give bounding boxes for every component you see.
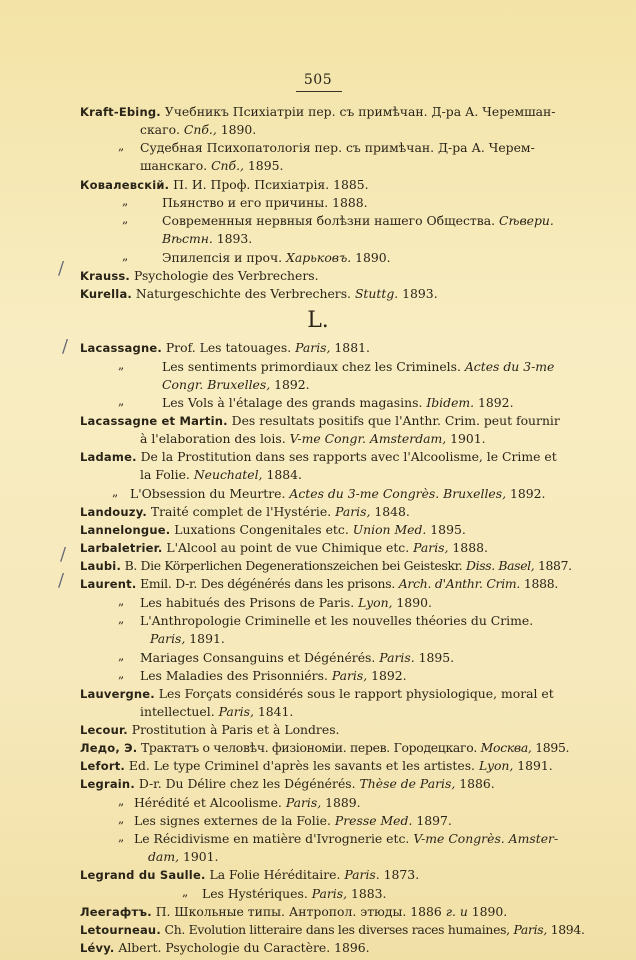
entry-place: Paris, [150, 631, 186, 646]
ditto-mark: „ [118, 830, 125, 844]
entry-year: 1890. [467, 904, 508, 919]
entry-year: 1890. [392, 595, 432, 610]
entry-text: Les habitués des Prisons de Paris. [140, 595, 359, 610]
entry-author: Letourneau. [80, 923, 161, 937]
entry-text: intellectuel. [140, 704, 219, 719]
margin-mark: / [58, 570, 65, 591]
entry-text: Hérédité et Alcoolisme. [134, 795, 286, 810]
entry-place: Lyon, [478, 758, 514, 773]
entry-line [140, 595, 432, 611]
entry-text: Psychologie des Verbrechers. [130, 268, 319, 283]
entry-text: П. Школьные типы. Антропол. этюды. 1886 [151, 904, 446, 919]
entry-year: 1848. [370, 504, 410, 519]
ditto-mark: „ [122, 249, 129, 263]
entry-text: Les Vols à l'étalage des grands magasins. [162, 395, 427, 410]
margin-mark: / [58, 258, 65, 279]
entry-text: Ed. Le type Criminel d'après les savants et les artistes. [124, 758, 479, 773]
entry-year: 1873. [379, 867, 420, 882]
entry-line [162, 231, 252, 247]
entry-line [140, 650, 454, 666]
entry-line [134, 813, 452, 829]
entry-line [150, 631, 225, 647]
entry-line [80, 268, 319, 284]
entry-line [80, 722, 340, 738]
entry-text: Le Récidivisme en matière d'Ivrognerie etc. [134, 831, 414, 846]
ditto-mark: „ [122, 212, 129, 226]
entry-line [162, 377, 310, 393]
entry-line [140, 704, 293, 720]
entry-line [80, 104, 555, 120]
entry-source: Union Med. [352, 522, 427, 537]
entry-year: 1895. [426, 522, 466, 537]
entry-year: 1891. [185, 631, 225, 646]
entry-line [80, 740, 569, 756]
entry-author: Ковалевскій. [80, 178, 170, 192]
entry-year: 1901. [179, 849, 219, 864]
entry-text: скаго. [140, 122, 184, 137]
entry-line [80, 340, 370, 356]
entry-text: Les sentiments primordiaux chez les Criminels. [162, 359, 465, 374]
entry-author: Lannelongue. [80, 523, 171, 537]
entry-place: Paris, [295, 340, 331, 355]
entry-year: 1892. [270, 377, 310, 392]
entry-author: Lacassagne et Martin. [80, 414, 228, 428]
entry-text: La Folie Héréditaire. [205, 867, 345, 882]
entry-source: V-me Congrès. Amster- [413, 831, 559, 846]
entry-year: 1894. [547, 922, 585, 937]
entry-line [130, 486, 545, 502]
entry-author: Kraft-Ebing. [80, 105, 161, 119]
entry-year: 1884. [262, 467, 302, 482]
entry-line [140, 613, 533, 629]
entry-text: шанскаго. [140, 158, 212, 173]
ditto-mark: „ [118, 794, 125, 808]
margin-mark: / [62, 336, 69, 357]
entry-line [140, 140, 535, 156]
entry-source: Вѣстн. [162, 231, 213, 246]
entry-place: Stuttg. [354, 286, 399, 301]
entry-text: à l'elaboration des lois. [140, 431, 290, 446]
entry-year: 1892. [474, 395, 514, 410]
entry-source: Arch. d'Anthr. Crim. [398, 576, 521, 591]
entry-author: Laurent. [80, 577, 137, 591]
entry-year: 1892. [367, 668, 407, 683]
entry-line [140, 668, 407, 684]
entry-text: L'Anthropologie Criminelle et les nouvelles théories du Crime. [140, 613, 534, 628]
entry-place: Paris, [285, 795, 322, 810]
entry-year: 1895. [243, 158, 284, 173]
entry-line [80, 904, 507, 920]
entry-text: Luxations Congenitales etc. [170, 522, 353, 537]
entry-text: la Folie. [140, 467, 194, 482]
entry-text: Albert. Psychologie du Caractère. 1896. [114, 940, 370, 955]
entry-text: Traité complet de l'Hystérie. [146, 504, 336, 519]
entry-author: Lecour. [80, 723, 128, 737]
entry-line [162, 359, 554, 375]
page-number-rule [296, 91, 342, 92]
entry-text: Mariages Consanguins et Dégénérés. [140, 650, 380, 665]
entry-place: Lyon, [358, 595, 393, 610]
entry-line [80, 922, 585, 938]
entry-source: Ibidem. [426, 395, 475, 410]
entry-author: Lefort. [80, 759, 125, 773]
entry-place: Paris, [311, 886, 348, 901]
entry-place: Paris, [335, 504, 371, 519]
ditto-mark: „ [122, 194, 129, 208]
entry-line [140, 431, 486, 447]
page-number: 505 [303, 72, 333, 88]
entry-place: Paris, [331, 668, 368, 683]
entry-year: 1887. [534, 558, 572, 573]
entry-text: Des resultats positifs que l'Anthr. Crim. peut fournir [227, 413, 560, 428]
entry-text: L'Obsession du Meurtre. [130, 486, 290, 501]
entry-text: Emil. D-r. Des dégénérés dans les prisons. [136, 576, 399, 591]
entry-line [162, 213, 554, 229]
entry-year: 1901. [446, 431, 486, 446]
entry-place: Харьковъ. [286, 250, 352, 265]
entry-line [140, 122, 256, 138]
entry-line [80, 758, 553, 774]
entry-line [162, 250, 391, 266]
entry-text: Эпилепсія и проч. [162, 250, 287, 265]
entry-year: 1888. [520, 576, 559, 591]
entry-text: Prof. Les tatouages. [161, 340, 296, 355]
entry-line [80, 504, 410, 520]
entry-source: Сѣвери. [499, 213, 554, 228]
entry-year: 1892. [506, 486, 546, 501]
entry-year: 1890. [216, 122, 257, 137]
entry-year: 1841. [253, 704, 294, 719]
ditto-mark: „ [112, 485, 119, 499]
entry-place: Спб., [211, 158, 244, 173]
entry-author: Krauss. [80, 269, 130, 283]
entry-year: 1897. [412, 813, 452, 828]
ditto-mark: „ [118, 649, 125, 663]
entry-text: Учебникъ Психіатріи пер. съ примѣчан. Д-ра А. Черемшан- [160, 104, 556, 119]
entry-author: Ladame. [80, 450, 137, 464]
entry-year: 1895. [414, 650, 455, 665]
entry-line [148, 849, 218, 865]
entry-line [80, 776, 495, 792]
entry-author: Леегафтъ. [80, 905, 152, 919]
entry-year: 1893. [212, 231, 253, 246]
entry-line [80, 940, 370, 956]
entry-author: Larbaletrier. [80, 541, 163, 555]
entry-year: 1895. [531, 740, 570, 755]
entry-text: Пьянство и его причины. 1888. [162, 195, 368, 210]
entry-author: Lévy. [80, 941, 115, 955]
entry-place: Paris, [218, 704, 254, 719]
entry-place: Paris, [413, 540, 449, 555]
entry-line [80, 867, 419, 883]
entry-text: П. И. Проф. Психіатрія. 1885. [169, 177, 369, 192]
entry-place: Neuchatel, [193, 467, 263, 482]
ditto-mark: „ [182, 885, 189, 899]
entry-line [80, 449, 557, 465]
entry-line [202, 886, 386, 902]
ditto-mark: „ [118, 594, 125, 608]
entry-place: Москва, [480, 740, 532, 755]
ditto-mark: „ [118, 612, 125, 626]
entry-place: Paris. [379, 650, 415, 665]
entry-source: Actes du 3-me [464, 359, 555, 374]
entry-year: 1890. [351, 250, 391, 265]
entry-text: Трактатъ о человѣч. физіономіи. перев. Городецкаго. [137, 740, 481, 755]
entry-line [80, 686, 554, 702]
entry-text: De la Prostitution dans ses rapports avec l'Alcoolisme, le Crime et [136, 449, 557, 464]
entry-author: Lauvergne. [80, 687, 155, 701]
entry-source: Congr. Bruxelles, [162, 377, 271, 392]
entry-author: Landouzy. [80, 505, 147, 519]
entry-place: Спб., [183, 122, 217, 137]
entry-source: V-me Congr. Amsterdam, [289, 431, 447, 446]
entry-source: Actes du 3-me Congrès. Bruxelles, [289, 486, 507, 501]
entry-text: Ch. Evolution litteraire dans les diverses races humaines, [160, 922, 514, 937]
entry-author: Kurella. [80, 287, 132, 301]
entry-year: 1888. [448, 540, 488, 555]
entry-line [80, 177, 369, 193]
ditto-mark: „ [118, 139, 125, 153]
entry-line [162, 195, 368, 211]
entry-author: Lacassagne. [80, 341, 162, 355]
entry-source: Diss. Basel, [466, 558, 535, 573]
entry-text: Судебная Психопатологія пер. съ примѣчан. Д-ра А. Черем- [140, 140, 535, 155]
entry-line [80, 540, 488, 556]
entry-place: Paris, [513, 922, 547, 937]
entry-text: B. Die Körperlichen Degenerationszeichen bei Geisteskr. [121, 558, 466, 573]
entry-year: 1891. [513, 758, 553, 773]
entry-line [80, 286, 438, 302]
entry-author: Ледо, Э. [80, 741, 138, 755]
ditto-mark: „ [118, 358, 125, 372]
entry-line [140, 467, 302, 483]
entry-text: Naturgeschichte des Verbrechers. [131, 286, 355, 301]
entry-source: Thèse de Paris, [359, 776, 456, 791]
entry-line [80, 522, 466, 538]
entry-year: 1881. [330, 340, 370, 355]
entry-line [140, 158, 283, 174]
entry-year: 1893. [398, 286, 438, 301]
entry-source: dam, [148, 849, 180, 864]
entry-line [80, 558, 572, 574]
margin-mark: / [60, 544, 67, 565]
entry-text: Les Hystériques. [202, 886, 312, 901]
section-letter: L. [307, 308, 329, 333]
entry-text: Les signes externes de la Folie. [134, 813, 335, 828]
ditto-mark: „ [118, 394, 125, 408]
entry-text: D-r. Du Délire chez les Dégénérés. [134, 776, 360, 791]
entry-text: Prostitution à Paris et à Londres. [127, 722, 340, 737]
entry-text: L'Alcool au point de vue Chimique etc. [162, 540, 414, 555]
entry-source: г. и [445, 904, 468, 919]
entry-year: 1886. [455, 776, 495, 791]
entry-source: Presse Med. [334, 813, 413, 828]
entry-text: Современныя нервныя болѣзни нашего Общества. [162, 213, 500, 228]
entry-text: Les Forçats considérés sous le rapport physiologique, moral et [154, 686, 554, 701]
entry-line [80, 576, 558, 592]
entry-line [162, 395, 514, 411]
entry-place: Paris. [344, 867, 380, 882]
entry-author: Legrain. [80, 777, 135, 791]
ditto-mark: „ [118, 667, 125, 681]
entry-text: Les Maladies des Prisonniérs. [140, 668, 332, 683]
entry-year: 1889. [321, 795, 361, 810]
entry-year: 1883. [347, 886, 387, 901]
entry-author: Legrand du Saulle. [80, 868, 206, 882]
entry-line [134, 795, 361, 811]
entry-line [80, 413, 560, 429]
ditto-mark: „ [118, 812, 125, 826]
entry-line [134, 831, 558, 847]
entry-author: Laubi. [80, 559, 122, 573]
